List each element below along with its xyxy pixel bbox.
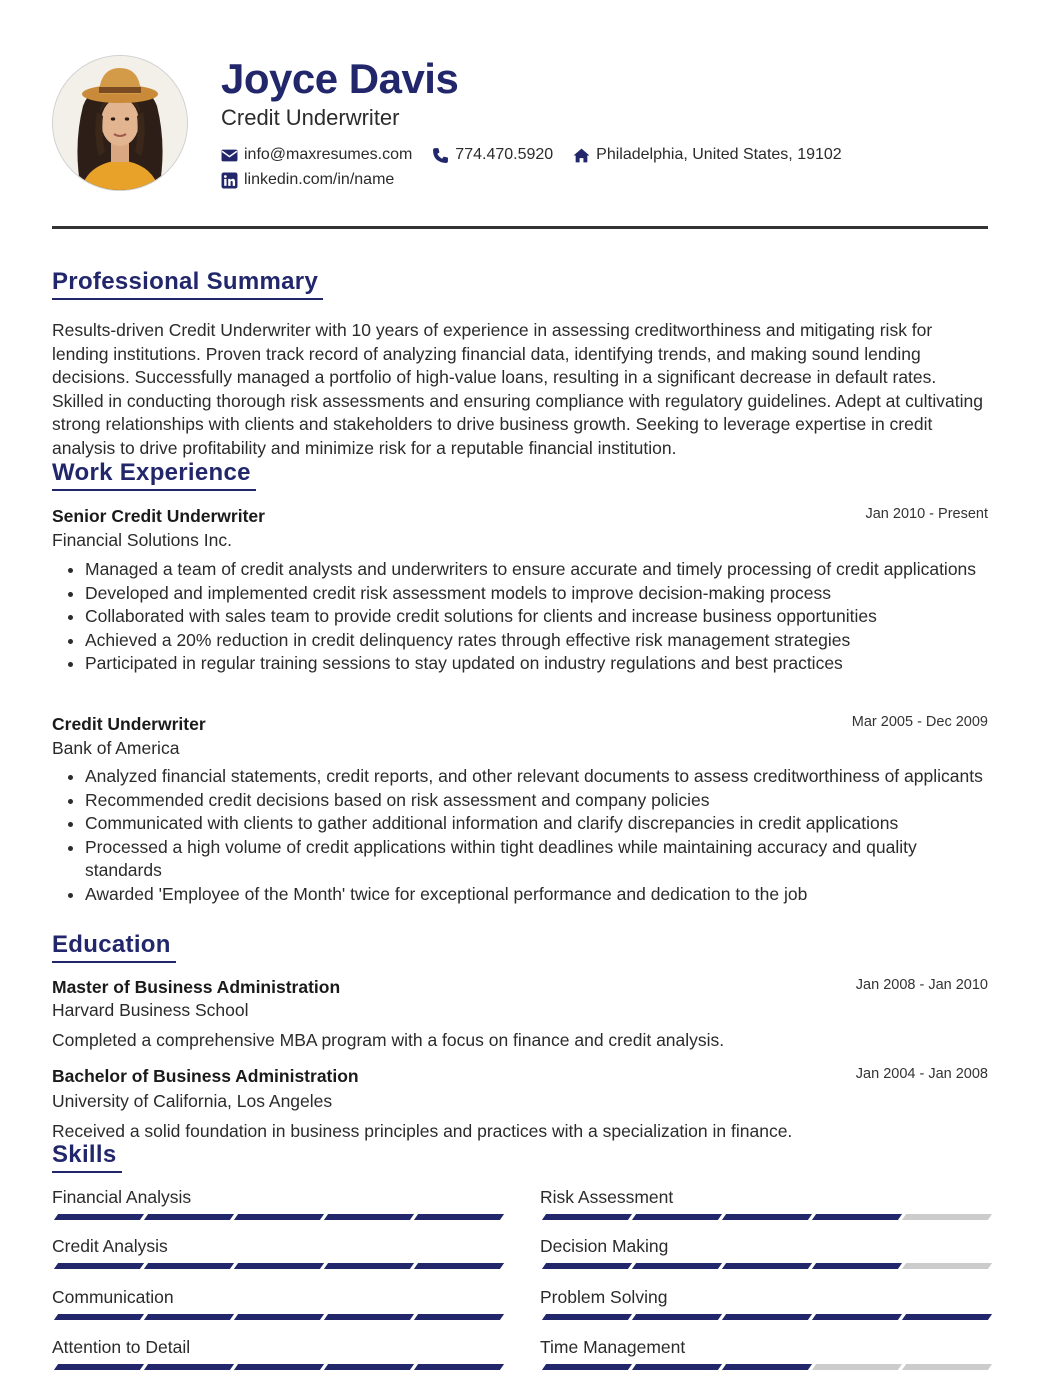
skill-level-filled — [324, 1263, 414, 1269]
job-company: Financial Solutions Inc. — [52, 530, 232, 550]
section-title-summary: Professional Summary — [52, 268, 323, 300]
skill-name: Decision Making — [540, 1236, 669, 1256]
skill-level-filled — [414, 1214, 504, 1220]
skill-level-filled — [632, 1314, 722, 1320]
location-text: Philadelphia, United States, 19102 — [596, 146, 842, 163]
section-title-skills: Skills — [52, 1141, 122, 1173]
skill-level-filled — [812, 1314, 902, 1320]
section-title-education: Education — [52, 931, 176, 963]
list-item: • Collaborated with sales team to provide credit solutions for clients and increase business opportunities — [85, 605, 985, 629]
skill-level-filled — [414, 1364, 504, 1370]
job-header — [52, 506, 988, 530]
skill-level-filled — [812, 1263, 902, 1269]
skill-level-filled — [542, 1364, 632, 1370]
skill-item — [52, 1287, 499, 1331]
job-dates: Jan 2010 - Present — [865, 506, 988, 522]
skill-level-filled — [234, 1214, 324, 1220]
skill-level-filled — [812, 1214, 902, 1220]
school: University of California, Los Angeles — [52, 1091, 333, 1111]
skill-level-filled — [902, 1314, 992, 1320]
education-header — [52, 1066, 988, 1090]
phone-icon — [432, 147, 449, 164]
skill-level-filled — [722, 1314, 812, 1320]
skill-item — [540, 1337, 987, 1381]
list-item: • Analyzed financial statements, credit reports, and other relevant documents to assess creditworthiness of applicants — [85, 765, 985, 789]
education-description: Received a solid foundation in business principles and practices with a specialization in finance. — [52, 1121, 793, 1141]
education-description: Completed a comprehensive MBA program with a focus on finance and credit analysis. — [52, 1030, 725, 1050]
list-item: • Developed and implemented credit risk assessment models to improve decision-making process — [85, 582, 985, 606]
contact-location — [573, 145, 842, 165]
education-dates: Jan 2008 - Jan 2010 — [855, 977, 988, 993]
email-text: info@maxresumes.com — [244, 146, 413, 163]
job-header — [52, 714, 988, 738]
skill-item — [540, 1187, 987, 1231]
skill-level-filled — [144, 1263, 234, 1269]
home-icon — [573, 147, 590, 164]
skill-level-filled — [632, 1214, 722, 1220]
candidate-title: Credit Underwriter — [221, 105, 400, 130]
skill-level-filled — [234, 1263, 324, 1269]
skill-name: Problem Solving — [540, 1287, 668, 1307]
education-header — [52, 977, 988, 1001]
skill-bar — [52, 1314, 499, 1320]
skill-name: Time Management — [540, 1337, 686, 1357]
job-dates: Mar 2005 - Dec 2009 — [851, 714, 988, 730]
skill-bar — [52, 1263, 499, 1269]
list-item: • Participated in regular training sessions to stay updated on industry regulations and best practices — [85, 652, 985, 676]
phone-text: 774.470.5920 — [455, 146, 554, 163]
section-title-experience: Work Experience — [52, 459, 256, 491]
skill-name: Credit Analysis — [52, 1236, 168, 1256]
skill-level-filled — [54, 1314, 144, 1320]
skill-level-filled — [722, 1263, 812, 1269]
job-bullets — [52, 558, 985, 676]
school: Harvard Business School — [52, 1000, 249, 1020]
skill-item — [52, 1236, 499, 1280]
skill-item — [52, 1337, 499, 1381]
skill-level-filled — [144, 1364, 234, 1370]
skill-level-filled — [632, 1263, 722, 1269]
skill-level-filled — [144, 1214, 234, 1220]
linkedin-text: linkedin.com/in/name — [244, 171, 395, 188]
list-item: • Recommended credit decisions based on risk assessment and company policies — [85, 789, 985, 813]
contact-phone[interactable] — [432, 145, 553, 165]
skill-level-filled — [722, 1214, 812, 1220]
resume-header — [52, 55, 988, 195]
skill-bar — [540, 1263, 987, 1269]
avatar — [52, 55, 188, 191]
skill-level-empty — [902, 1214, 992, 1220]
skill-level-filled — [414, 1263, 504, 1269]
list-item: • Processed a high volume of credit applications within tight deadlines while maintaining accuracy and quality standards — [85, 836, 985, 883]
skill-item — [52, 1187, 499, 1231]
summary-text: Results-driven Credit Underwriter with 10 years of experience in assessing creditworthiness and mitigating risk for lending institutions. Proven track record of analyzing financial data, identifying trends, and making sound lending decisions. Successfully managed a portfolio of high-value loans, resulting in a significant decrease in default rates. Skilled in conducting thorough risk assessments and ensuring compliance with regulatory guidelines. Adept at cultivating strong relationships with clients and stakeholders to drive business growth. Seeking to leverage expertise in credit analysis to drive profitability and minimize risk for a reputable financial institution. — [52, 320, 983, 458]
contact-row — [221, 145, 842, 165]
list-item: • Communicated with clients to gather additional information and clarify discrepancies in credit applications — [85, 812, 985, 836]
skill-level-filled — [542, 1314, 632, 1320]
skill-bar — [52, 1364, 499, 1370]
profile-photo — [53, 56, 187, 190]
skill-bar — [52, 1214, 499, 1220]
skill-level-empty — [902, 1364, 992, 1370]
education-dates: Jan 2004 - Jan 2008 — [855, 1066, 988, 1082]
skill-bar — [540, 1214, 987, 1220]
skill-level-filled — [324, 1364, 414, 1370]
job-company: Bank of America — [52, 738, 180, 758]
skill-name: Risk Assessment — [540, 1187, 674, 1207]
linkedin-icon — [221, 172, 238, 189]
skill-level-empty — [812, 1364, 902, 1370]
candidate-name: Joyce Davis — [221, 55, 459, 102]
contact-linkedin[interactable] — [221, 170, 394, 190]
skill-bar — [540, 1314, 987, 1320]
skill-level-filled — [632, 1364, 722, 1370]
skill-name: Financial Analysis — [52, 1187, 192, 1207]
skill-level-empty — [902, 1263, 992, 1269]
skill-level-filled — [54, 1214, 144, 1220]
skill-name: Attention to Detail — [52, 1337, 191, 1357]
degree: Master of Business Administration — [52, 977, 341, 997]
skill-level-filled — [144, 1314, 234, 1320]
skill-level-filled — [54, 1263, 144, 1269]
contact-email[interactable] — [221, 145, 412, 165]
skill-level-filled — [722, 1364, 812, 1370]
list-item: • Managed a team of credit analysts and underwriters to ensure accurate and timely processing of credit applications — [85, 558, 985, 582]
job-bullets — [52, 765, 985, 907]
degree: Bachelor of Business Administration — [52, 1066, 359, 1086]
list-item: • Achieved a 20% reduction in credit delinquency rates through effective risk management strategies — [85, 629, 985, 653]
skill-level-filled — [324, 1214, 414, 1220]
skill-level-filled — [324, 1314, 414, 1320]
contact-row-2 — [221, 170, 394, 190]
skill-level-filled — [414, 1314, 504, 1320]
resume-page — [52, 0, 988, 1372]
skill-name: Communication — [52, 1287, 174, 1307]
job-role: Credit Underwriter — [52, 714, 206, 734]
skill-level-filled — [234, 1314, 324, 1320]
list-item: • Awarded 'Employee of the Month' twice for exceptional performance and dedication to the job — [85, 883, 985, 907]
skill-bar — [540, 1364, 987, 1370]
skill-item — [540, 1236, 987, 1280]
skill-level-filled — [54, 1364, 144, 1370]
skill-level-filled — [542, 1263, 632, 1269]
skill-level-filled — [234, 1364, 324, 1370]
skill-level-filled — [542, 1214, 632, 1220]
header-divider — [52, 226, 988, 229]
job-role: Senior Credit Underwriter — [52, 506, 265, 526]
skill-item — [540, 1287, 987, 1331]
envelope-icon — [221, 147, 238, 164]
